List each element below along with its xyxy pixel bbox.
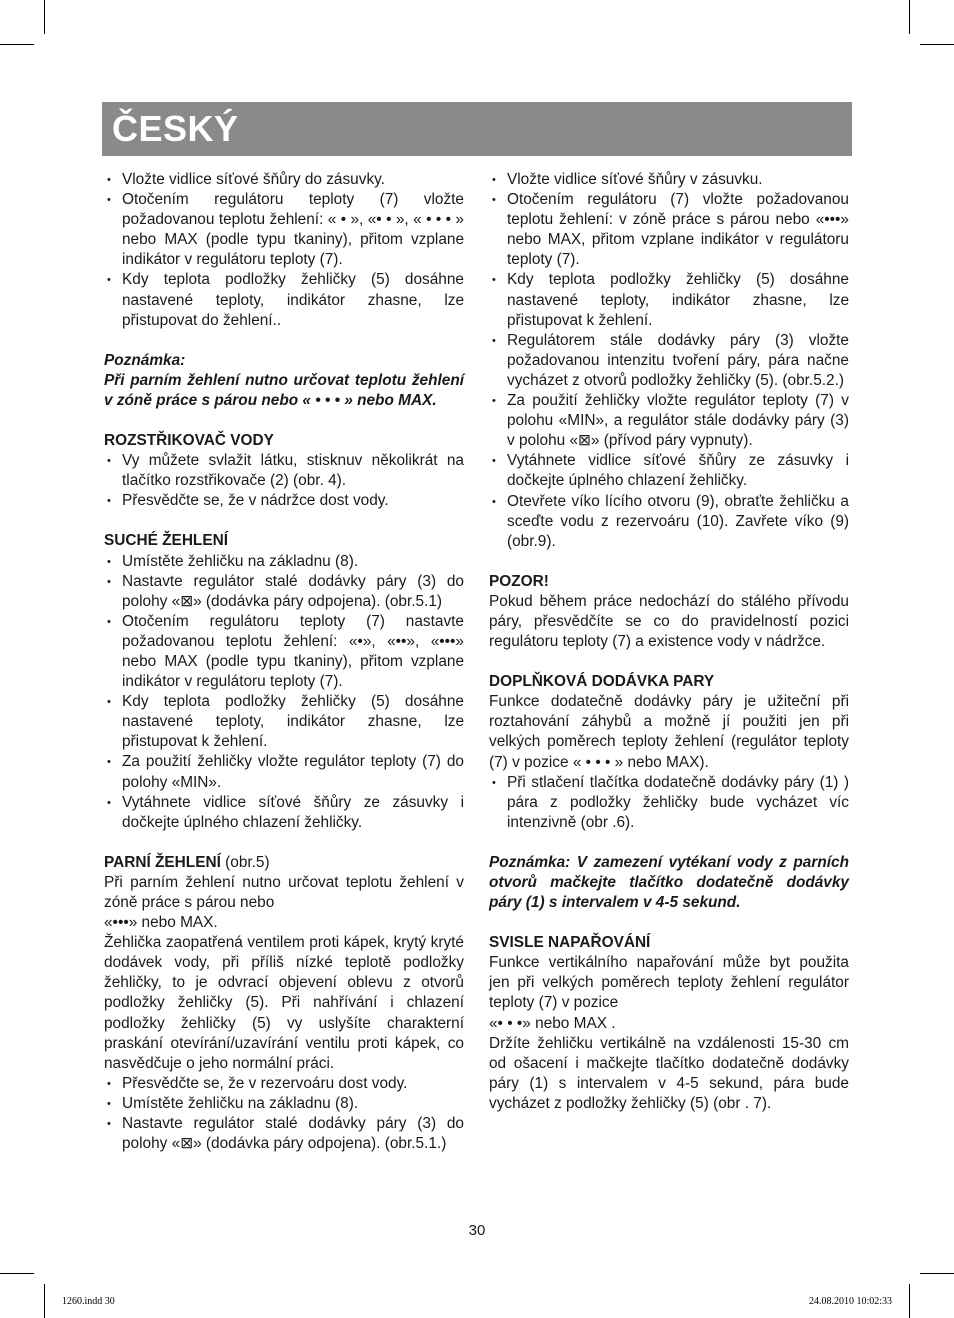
- language-banner: [102, 102, 852, 156]
- paragraph: Pokud během práce nedochází do stálého přívodu páry, přesvědčíte se co do pravidelností pozici regulátoru teploty (7) a existence vody v nádržce.: [489, 592, 849, 651]
- list-item: • Kdy teplota podložky žehličky (5) dosáhne nastavené teploty, indikátor zhasne, lze přistupovat k žehlení.: [104, 692, 464, 752]
- left-column: [104, 170, 464, 1154]
- note-text: Poznámka: V zamezení vytékaní vody z parních otvorů mačkejte tlačítko dodatečně dodávky páry (1) s intervalem v 4-5 sekund.: [489, 853, 849, 912]
- spray-list: [104, 451, 464, 511]
- list-item: • Vy můžete svlažit látku, stisknuv několikrát na tlačítko rozstřikovače (2) (obr. 4).: [104, 451, 464, 491]
- steam-steps-list: [489, 170, 849, 552]
- list-item: • Vytáhnete vidlice síťové šňůry ze zásuvky i dočkejte úplného chlazení žehličky.: [489, 451, 849, 491]
- intro-list: [104, 170, 464, 331]
- boost-list: [489, 773, 849, 833]
- page-title: ČESKÝ: [112, 108, 239, 149]
- list-item: • Za použití žehličky vložte regulátor teploty (7) v polohu «MIN», a regulátor stále dodávky páry (3) v polohu «⊠» (přívod páry vypnuty).: [489, 391, 849, 451]
- list-item: • Otevřete víko lícího otvoru (9), obraťte žehličku a sceďte vodu z rezervoáru (10). Zavřete víko (9) (obr.9).: [489, 492, 849, 552]
- crop-mark: [909, 1284, 910, 1318]
- list-item: • Nastavte regulátor stalé dodávky páry (3) do polohy «⊠» (dodávka páry odpojena). (obr.5.1.): [104, 1114, 464, 1154]
- paragraph: Funkce vertikálního napařování může byt použita jen při velkých poměrech teploty žehlení regulátor teploty (7) v pozice: [489, 954, 849, 1012]
- list-item: • Umístěte žehličku na základnu (8).: [104, 552, 464, 572]
- list-item: • Vložte vidlice síťové šňůry do zásuvky.: [104, 170, 464, 190]
- list-item: • Vložte vidlice síťové šňůry v zásuvku.: [489, 170, 849, 190]
- list-item: • Otočením regulátoru teploty (7) vložte požadovanou teplotu žehlení: « • », «• • », « • • • » nebo MAX (podle typu tkaniny), přitom vzplane indikátor v regulátoru teploty (7).: [104, 190, 464, 270]
- list-item: • Při stlačení tlačítka dodatečně dodávky páry (1) ) pára z podložky žehličky bude vycházet víc intenzivně (obr .6).: [489, 773, 849, 833]
- steam-heading-label: PARNÍ ŽEHLENÍ: [104, 853, 221, 871]
- crop-mark: [0, 1273, 34, 1274]
- crop-mark: [0, 44, 34, 45]
- list-item: • Otočením regulátoru (7) vložte požadovanou teplotu žehlení: v zóně práce s párou nebo «•••» nebo MAX, přitom vzplane indikátor v regulátoru teploty (7).: [489, 190, 849, 270]
- steam-list: [104, 1074, 464, 1154]
- paragraph: Držíte žehličku vertikálně na vzdálenosti 15-30 cm od ošacení i mačkejte tlačítko dodatečně dodávky páry (1) s intervalem v 4-5 sekund, pára bude vycházet z podložky žehličky (5) (obr . 7).: [489, 1034, 849, 1112]
- section-heading-spray: ROZSTŘIKOVAČ VODY: [104, 432, 274, 450]
- crop-mark: [920, 1273, 954, 1274]
- crop-mark: [920, 44, 954, 45]
- paragraph: Žehlička zaopatřená ventilem proti kápek, krytý kryté dodávek vody, při příliš nízké teplotě podložky žehličky, to je odvrací objevení oblevu z otvorů podložky žehličky (5). Při nahřívání i chlazení podložky žehličky (5) vy uslyšíte charakterní praskání otevírání/uzavírání ventilu proti kápek, co nasvědčuje o jeho normální práci.: [104, 934, 464, 1072]
- list-item: • Kdy teplota podložky žehličky (5) dosáhne nastavené teploty, indikátor zhasne, lze přistupovat k žehlení.: [489, 270, 849, 330]
- crop-mark: [44, 0, 45, 34]
- paragraph: «• • •» nebo MAX .: [489, 1014, 616, 1032]
- dry-list: [104, 552, 464, 833]
- list-item: • Vytáhnete vidlice síťové šňůry ze zásuvky i dočkejte úplného chlazení žehličky.: [104, 793, 464, 833]
- section-heading-steam: [104, 853, 464, 873]
- steam-heading-suffix: (obr.5): [220, 853, 270, 871]
- paragraph: Při parním žehlení nutno určovat teplotu žehlení v zóně práce s párou nebo: [104, 873, 464, 911]
- section-heading-warning: POZOR!: [489, 572, 549, 590]
- section-heading-dry: SUCHÉ ŽEHLENÍ: [104, 532, 228, 550]
- list-item: • Regulátorem stále dodávky páry (3) vložte požadovanou intenzitu tvoření páry, pára načne vycházet z otvorů podložky žehličky (5). (obr.5.2.): [489, 331, 849, 391]
- paragraph: Funkce dodatečně dodávky páry je užiteční při roztahování záhybů a možně jí použiti jen při velkých poměrech teploty žehlení (regulátor teploty (7) v pozice « • • • » nebo MAX).: [489, 693, 849, 771]
- crop-mark: [909, 0, 910, 34]
- list-item: • Přesvědčte se, že v nádržce dost vody.: [104, 491, 464, 511]
- list-item: • Přesvědčte se, že v rezervoáru dost vody.: [104, 1074, 464, 1094]
- footer-timestamp: 24.08.2010 10:02:33: [808, 1296, 892, 1307]
- list-item: • Otočením regulátoru teploty (7) nastavte požadovanou teplotu žehlení: «•», «••», «•••» nebo MAX (podle typu tkaniny), přitom vzplane indikátor v regulátoru teploty (7).: [104, 612, 464, 692]
- section-heading-vertical: SVISLE NAPAŘOVÁNÍ: [489, 934, 651, 952]
- list-item: • Za použití žehličky vložte regulátor teploty (7) do polohy «MIN».: [104, 752, 464, 792]
- note-text: Při parním žehlení nutno určovat teplotu žehlení v zóně práce s párou nebo « • • • » nebo MAX.: [104, 371, 464, 409]
- list-item: • Kdy teplota podložky žehličky (5) dosáhne nastavené teploty, indikátor zhasne, lze přistupovat do žehlení..: [104, 270, 464, 330]
- section-heading-boost: DOPLŇKOVÁ DODÁVKA PARY: [489, 673, 715, 691]
- list-item: • Nastavte regulátor stalé dodávky páry (3) do polohy «⊠» (dodávka páry odpojena). (obr.5.1): [104, 572, 464, 612]
- page-number: 30: [468, 1222, 486, 1239]
- footer-filename: 1260.indd 30: [62, 1296, 115, 1307]
- paragraph: «•••» nebo MAX.: [104, 914, 218, 932]
- crop-mark: [44, 1284, 45, 1318]
- note-heading: Poznámka:: [104, 351, 186, 369]
- list-item: • Umístěte žehličku na základnu (8).: [104, 1094, 464, 1114]
- right-column: [489, 170, 849, 1114]
